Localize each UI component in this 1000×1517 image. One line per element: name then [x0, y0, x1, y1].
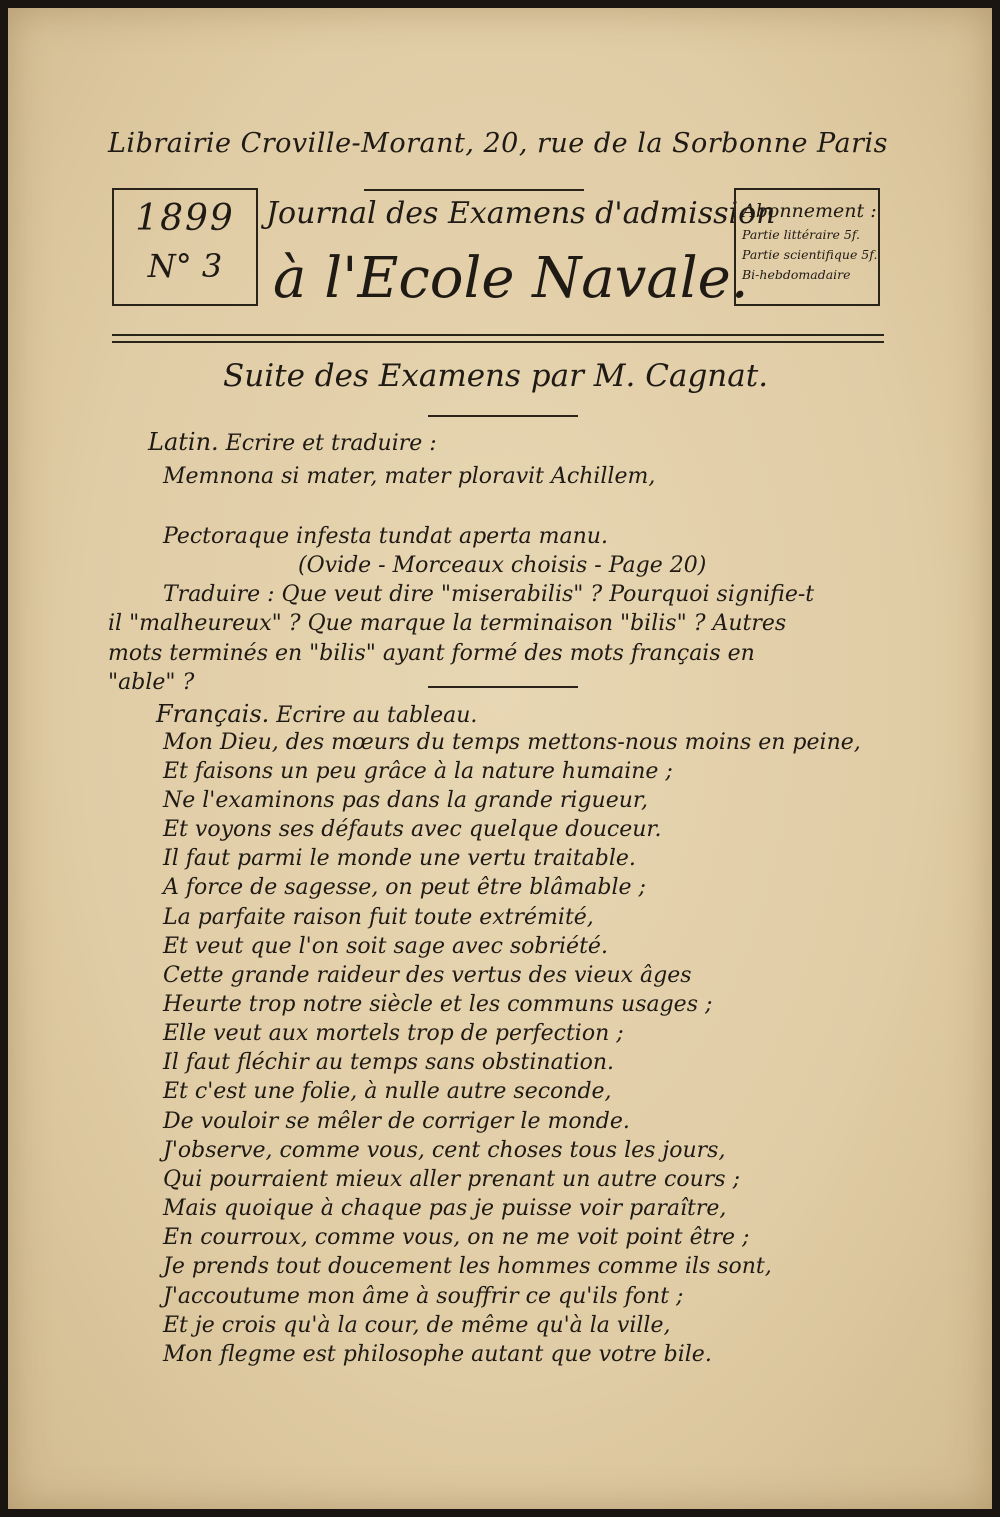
latin-question: il "malheureux" ? Que marque la terminaison "bilis" ? Autres: [108, 611, 787, 636]
verse-line: Et voyons ses défauts avec quelque douceur.: [163, 817, 662, 842]
subscription-row: Bi-hebdomadaire: [742, 267, 851, 282]
verse-line: La parfaite raison fuit toute extrémité,: [163, 905, 594, 930]
verse-line: Mon flegme est philosophe autant que votre bile.: [163, 1342, 712, 1367]
verse-line: Qui pourraient mieux aller prenant un autre cours ;: [163, 1167, 740, 1192]
verse-line: Il faut fléchir au temps sans obstination.: [163, 1050, 614, 1075]
latin-label: Latin.: [148, 428, 219, 456]
issue-number: N° 3: [147, 247, 223, 285]
section-title: Suite des Examens par M. Cagnat.: [223, 358, 769, 394]
verse-line: J'observe, comme vous, cent choses tous les jours,: [163, 1138, 726, 1163]
subscription-box: [734, 188, 880, 306]
verse-line: De vouloir se mêler de corriger le monde.: [163, 1109, 630, 1134]
francais-instruction: Ecrire au tableau.: [276, 703, 478, 728]
journal-title-line2: à l'Ecole Navale.: [273, 246, 749, 311]
verse-line: J'accoutume mon âme à souffrir ce qu'ils font ;: [163, 1284, 684, 1309]
latin-verse: Memnona si mater, mater ploravit Achillem,: [163, 464, 656, 489]
verse-line: Heurte trop notre siècle et les communs usages ;: [163, 992, 713, 1017]
latin-verse: Pectoraque infesta tundat aperta manu.: [163, 524, 608, 549]
section-divider: [428, 415, 578, 417]
verse-line: Mon Dieu, des mœurs du temps mettons-nous moins en peine,: [163, 730, 861, 755]
issue-box: [112, 188, 258, 306]
verse-line: Et faisons un peu grâce à la nature humaine ;: [163, 759, 673, 784]
verse-line: Mais quoique à chaque pas je puisse voir paraître,: [163, 1196, 727, 1221]
manuscript-page: [8, 8, 992, 1509]
bookshop-header: Librairie Croville-Morant, 20, rue de la Sorbonne Paris: [108, 128, 889, 159]
header-double-rule: [112, 334, 884, 343]
latin-question: Traduire : Que veut dire "miserabilis" ? Pourquoi signifie-t: [163, 582, 815, 607]
subscription-row: Partie littéraire 5f.: [742, 227, 860, 242]
issue-year: 1899: [135, 198, 235, 239]
verse-line: Il faut parmi le monde une vertu traitable.: [163, 846, 636, 871]
latin-question: mots terminés en "bilis" ayant formé des mots français en: [108, 641, 755, 666]
latin-source: (Ovide - Morceaux choisis - Page 20): [298, 553, 707, 578]
verse-line: Ne l'examinons pas dans la grande rigueur,: [163, 788, 648, 813]
francais-heading: [156, 702, 477, 727]
verse-line: Je prends tout doucement les hommes comme ils sont,: [163, 1254, 772, 1279]
verse-line: Et c'est une folie, à nulle autre seconde,: [163, 1079, 612, 1104]
verse-line: Cette grande raideur des vertus des vieux âges: [163, 963, 692, 988]
latin-question: "able" ?: [108, 670, 195, 695]
journal-title-line1: Journal des Examens d'admission: [266, 196, 776, 231]
section-divider: [428, 686, 578, 688]
verse-line: Et je crois qu'à la cour, de même qu'à la ville,: [163, 1313, 671, 1338]
latin-instruction: Ecrire et traduire :: [225, 431, 437, 456]
title-rule: [364, 189, 584, 191]
verse-line: En courroux, comme vous, on ne me voit point être ;: [163, 1225, 750, 1250]
verse-line: A force de sagesse, on peut être blâmable ;: [163, 875, 646, 900]
verse-line: Elle veut aux mortels trop de perfection ;: [163, 1021, 624, 1046]
subscription-row: Partie scientifique 5f.: [742, 247, 878, 262]
francais-label: Français.: [156, 700, 270, 728]
verse-line: Et veut que l'on soit sage avec sobriété.: [163, 934, 608, 959]
subscription-heading: Abonnement :: [742, 200, 877, 222]
latin-heading: [148, 430, 437, 455]
